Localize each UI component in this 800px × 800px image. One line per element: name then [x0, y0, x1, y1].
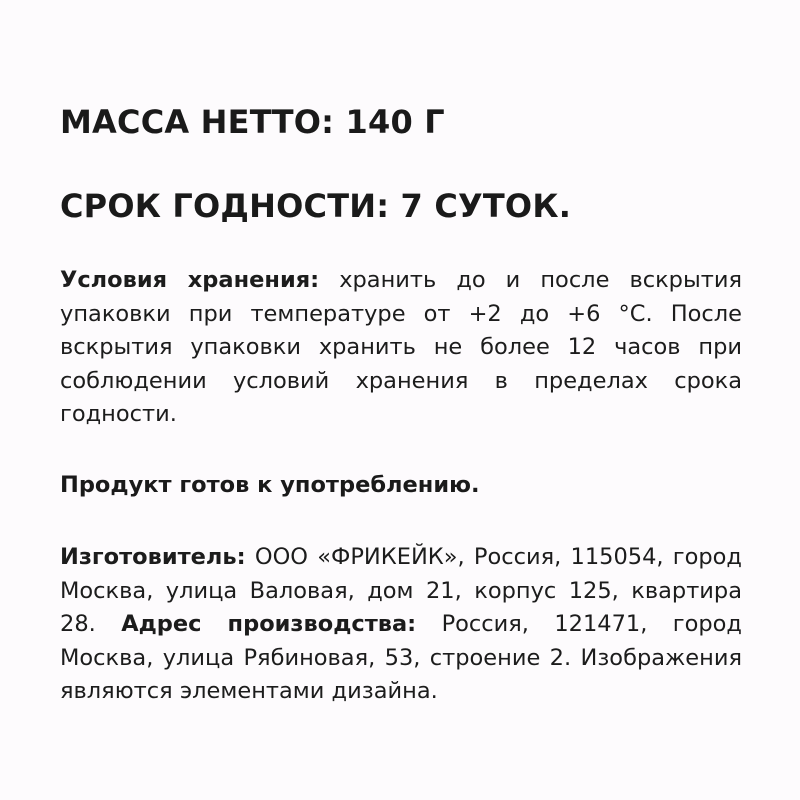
production-address-label: Адрес производства:	[121, 611, 417, 637]
net-weight-heading: МАССА НЕТТО: 140 Г	[60, 103, 445, 141]
shelf-life-heading: СРОК ГОДНОСТИ: 7 СУТОК.	[60, 187, 572, 225]
storage-conditions-text: хранить до и после вскрытия упаковки при температуре от +2 до +6 °С. После вскрытия упаковки хранить не более 12 часов при соблюдении условий хранения в пределах срока годности.	[60, 267, 742, 427]
ready-to-eat-note: Продукт готов к употреблению.	[60, 472, 480, 498]
production-address-text: Россия, 121471, город Москва, улица Рябиновая, 53, строение 2. Изображения являются элементами дизайна.	[60, 611, 742, 704]
manufacturer-label: Изготовитель:	[60, 544, 246, 570]
storage-conditions-label: Условия хранения:	[60, 267, 320, 293]
storage-conditions-paragraph	[60, 264, 742, 432]
manufacturer-paragraph	[60, 541, 742, 709]
manufacturer-text: ООО «ФРИКЕЙК», Россия, 115054, город Москва, улица Валовая, дом 21, корпус 125, квартира 28.	[60, 544, 742, 637]
